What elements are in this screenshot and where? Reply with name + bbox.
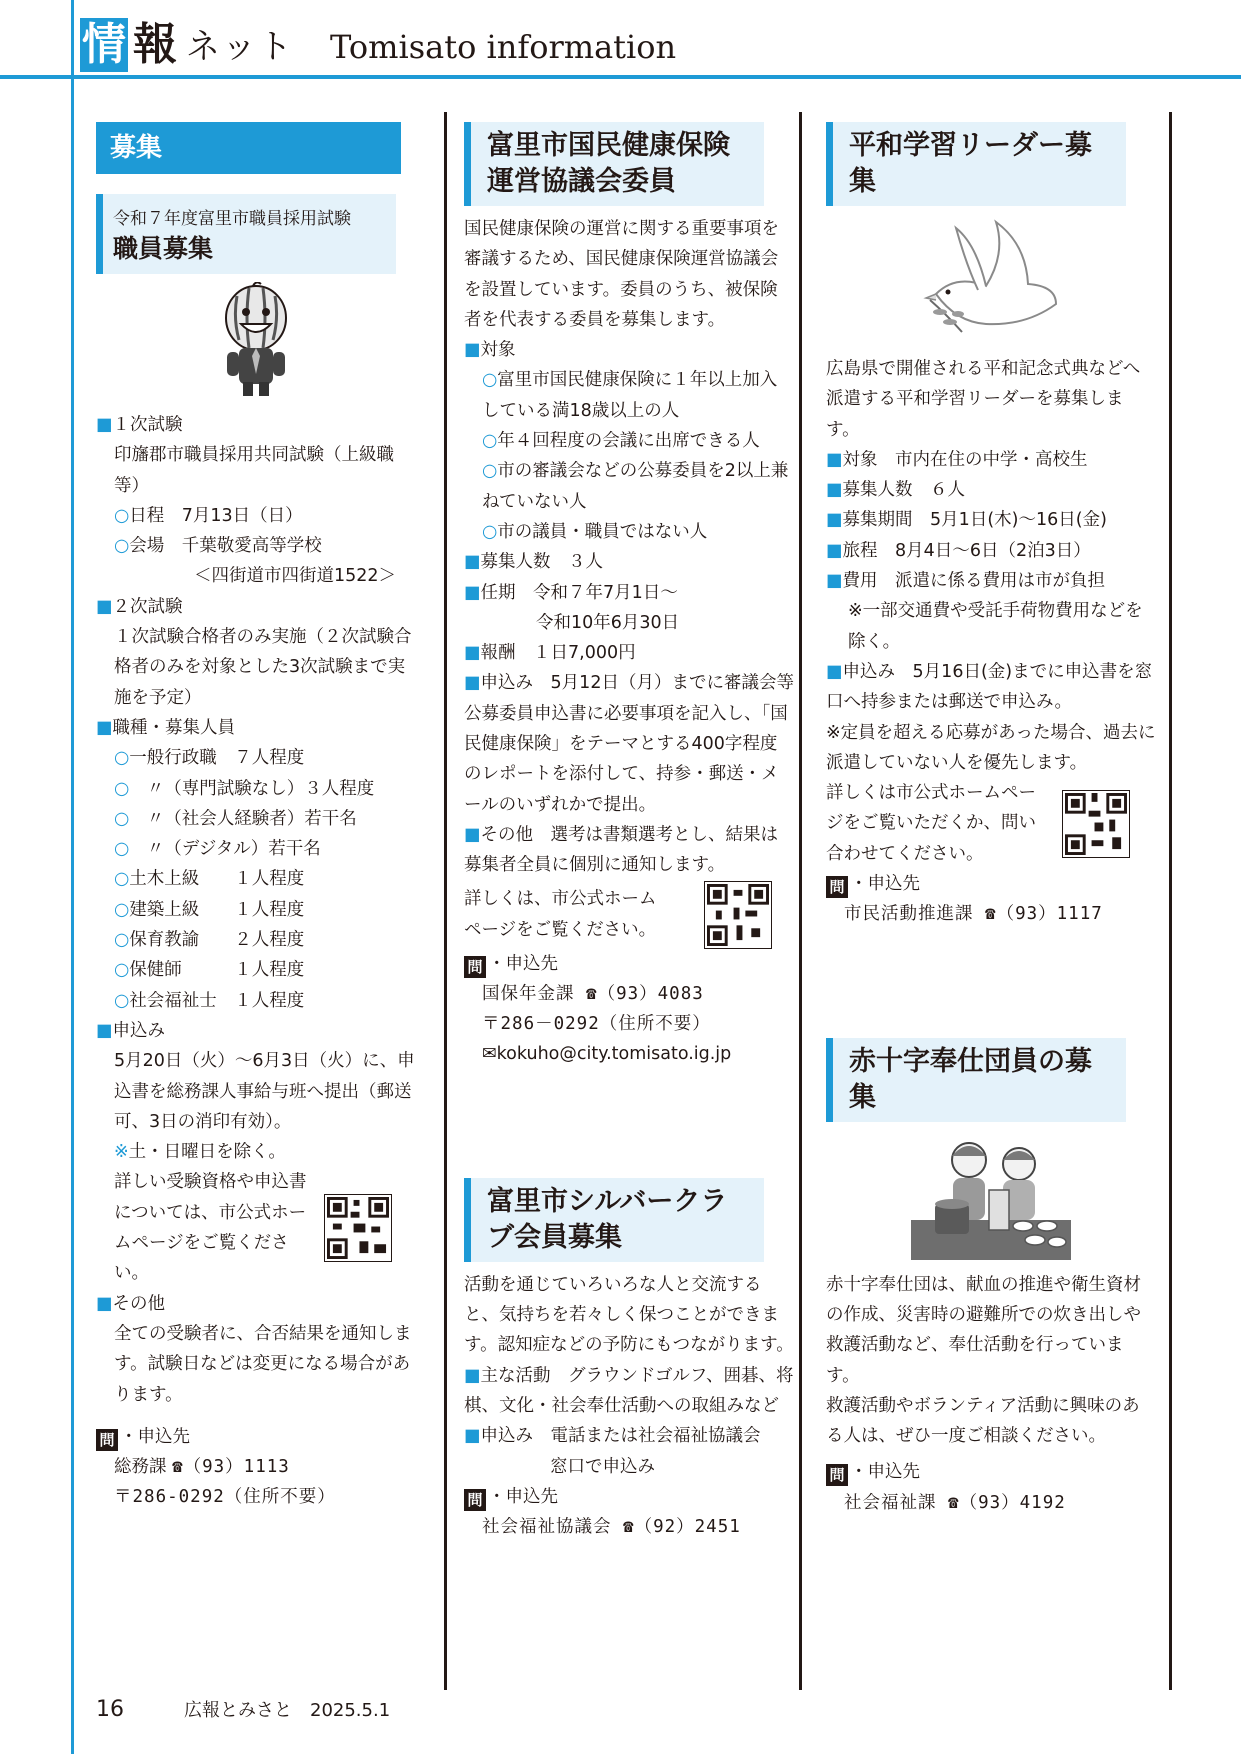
contact-address: 〒286-0292（住所不要） (114, 1487, 336, 1508)
red-cross-intro: 赤十字奉仕団は、献血の推進や衛生資材の作成、災害時の避難所での炊き出しや救護活動など、奉仕活動を行っています。 (826, 1274, 1141, 1386)
dove-with-olive-branch-illustration (826, 214, 1156, 344)
red-cross-intro-2: 救護活動やボランティア活動に興味のある人は、ぜひ一度ご相談ください。 (826, 1395, 1140, 1447)
section-tag-recruitment: 募集 (96, 122, 401, 174)
nhi-target-item: ○市の議員・職員ではない人 (482, 521, 708, 542)
nhi-term: ■任期 令和７年7月1日～ (464, 582, 678, 603)
publication-name: 広報とみさと 2025.5.1 (184, 1700, 391, 1721)
column-divider-3 (1169, 112, 1172, 1690)
position-item: ○社会福祉士 １人程度 (114, 990, 305, 1011)
nhi-target-item: ○年４回程度の会議に出席できる人 (482, 431, 760, 452)
peace-priority: ※定員を超える応募があった場合、過去に派遣していない人を優先します。 (826, 722, 1156, 773)
apply-detail: 5月20日（火）～6月3日（火）に、申込書を総務課人事給与班へ提出（郵送可、3日の消印有効）。 (114, 1051, 415, 1132)
header-net: ネット (186, 27, 294, 67)
apply-note: ※土・日曜日を除く。 (114, 1142, 286, 1163)
position-item: ○ 〃（専門試験なし）３人程度 (114, 778, 375, 799)
contact-heading: 問 ・申込先 (96, 1422, 416, 1452)
peace-contact-heading: 問 ・申込先 (826, 869, 1156, 899)
peace-target: ■対象 市内在住の中学・高校生 (826, 449, 1088, 470)
red-cross-contact-phone: 社会福祉課 ☎（93）4192 (844, 1492, 1066, 1513)
silver-club-title: 富里市シルバークラブ会員募集 (464, 1178, 764, 1262)
details-text: 詳しい受験資格や申込書については、市公式ホームページをご覧ください。 (114, 1172, 307, 1284)
exam-1-address: ＜四街道市四街道1522＞ (194, 566, 397, 587)
qr-code-icon[interactable] (324, 1194, 392, 1262)
nhi-contact-address: 〒286－0292（住所不要） (482, 1014, 711, 1035)
exam-1-heading: ■１次試験 (96, 415, 183, 435)
page-header (80, 8, 676, 72)
position-item: ○保健師 １人程度 (114, 960, 305, 981)
column-divider-1 (444, 112, 447, 1690)
peace-count: ■募集人数 ６人 (826, 480, 966, 501)
position-item: ○保育教諭 ２人程度 (114, 930, 305, 951)
nhi-target-heading: ■対象 (464, 340, 516, 361)
staff-exam-subtitle: 令和７年度富里市職員採用試験 (113, 209, 351, 229)
peace-details-text: 詳しくは市公式ホームページをご覧いただくか、問い合わせてください。 (826, 783, 1036, 864)
column-peace-red-cross (826, 122, 1156, 1518)
silver-activities: ■主な活動 グラウンドゴルフ、囲碁、将棋、文化・社会奉仕活動への取組みなど (464, 1365, 794, 1416)
volunteers-cooking-illustration (826, 1130, 1156, 1260)
red-cross-title: 赤十字奉仕団員の募集 (826, 1038, 1126, 1122)
left-accent-line (71, 0, 74, 1754)
nhi-other: ■その他 選考は書類選考とし、結果は募集者全員に個別に通知します。 (464, 824, 779, 876)
header-english: Tomisato information (330, 28, 677, 66)
header-kanji-jo: 情 (82, 19, 126, 70)
exam-1-detail: 印旛郡市職員採用共同試験（上級職等） (114, 445, 394, 496)
nhi-contact-heading: 問 ・申込先 (464, 949, 794, 979)
nhi-intro: 国民健康保険の運営に関する重要事項を審議するため、国民健康保険運営協議会を設置しています。委員のうち、被保険者を代表する委員を募集します。 (464, 219, 779, 330)
position-item: ○ 〃（デジタル）若干名 (114, 839, 321, 860)
silver-apply-cont: 窓口で申込み (550, 1456, 655, 1477)
contact-dept: 総務課 ☎（93）1113 (114, 1457, 290, 1478)
other-heading: ■その他 (96, 1293, 166, 1314)
header-kanji-ho: 報 (133, 19, 177, 70)
peace-contact-phone: 市民活動推進課 ☎（93）1117 (844, 904, 1103, 925)
peace-cost: ■費用 派遣に係る費用は市が負担 (826, 571, 1106, 592)
nhi-apply: ■申込み 5月12日（月）までに審議会等公募委員申込書に必要事項を記入し、「国民健康保険」をテーマとする400字程度のレポートを添付して、持参・郵送・メールのいずれかで提出。 (464, 673, 794, 815)
exam-2-heading: ■２次試験 (96, 596, 183, 617)
qr-code-icon[interactable] (1062, 790, 1130, 858)
silver-contact-heading: 問 ・申込先 (464, 1482, 794, 1512)
peace-apply: ■申込み 5月16日(金)までに申込書を窓口へ持参または郵送で申込み。 (826, 661, 1153, 713)
silver-apply: ■申込み 電話または社会福祉協議会 (464, 1426, 761, 1447)
nhi-council-title: 富里市国民健康保険運営協議会委員 (464, 122, 764, 206)
peace-cost-note: ※一部交通費や受託手荷物費用などを除く。 (848, 601, 1143, 652)
positions-heading: ■職種・募集人員 (96, 717, 236, 738)
column-health-insurance (464, 122, 794, 1542)
silver-intro: 活動を通じていろいろな人と交流すると、気持ちを若々しく保つことができます。認知症などの予防にもつながります。 (464, 1274, 794, 1356)
watermelon-mascot-illustration (96, 282, 416, 400)
details-with-qr (96, 1167, 416, 1288)
exam-1-venue: ○会場 千葉敬愛高等学校 (114, 536, 322, 557)
position-item: ○土木上級 １人程度 (114, 869, 305, 890)
header-rule (0, 75, 1241, 79)
nhi-details-with-qr (464, 881, 794, 949)
nhi-details-text: 詳しくは、市公式ホームページをご覧ください。 (464, 889, 657, 940)
position-item: ○建築上級 １人程度 (114, 899, 305, 920)
position-item: ○ 〃（社会人経験者）若干名 (114, 808, 357, 829)
peace-details-with-qr (826, 778, 1156, 869)
nhi-count: ■募集人数 ３人 (464, 552, 604, 573)
peace-intro: 広島県で開催される平和記念式典などへ派遣する平和学習リーダーを募集します。 (826, 359, 1141, 440)
nhi-term-end: 令和10年6月30日 (536, 612, 680, 633)
column-divider-2 (799, 112, 802, 1690)
page-footer (96, 1696, 390, 1722)
silver-contact-phone: 社会福祉協議会 ☎（92）2451 (482, 1517, 741, 1538)
red-cross-contact-heading: 問 ・申込先 (826, 1457, 1156, 1487)
peace-period: ■募集期間 5月1日(木)～16日(金) (826, 510, 1107, 531)
nhi-target-item: ○富里市国民健康保険に１年以上加入している満18歳以上の人 (482, 370, 778, 421)
page-number: 16 (96, 1697, 124, 1722)
exam-1-date: ○日程 7月13日（日） (114, 505, 303, 526)
apply-heading: ■申込み (96, 1020, 166, 1041)
staff-recruitment-title: 職員募集 (113, 234, 214, 263)
position-item: ○一般行政職 ７人程度 (114, 748, 305, 769)
nhi-target-item: ○市の審議会などの公募委員を2以上兼ねていない人 (482, 461, 789, 512)
column-recruitment (96, 122, 416, 1513)
staff-recruitment-heading (96, 194, 396, 274)
qr-code-icon[interactable] (704, 881, 772, 949)
peace-trip: ■旅程 8月4日～6日（2泊3日） (826, 540, 1091, 561)
exam-2-detail: １次試験合格者のみ実施（２次試験合格者のみを対象とした3次試験まで実施を予定） (114, 627, 412, 708)
nhi-pay: ■報酬 １日7,000円 (464, 643, 636, 664)
nhi-contact-email[interactable]: ✉kokuho@city.tomisato.ig.jp (482, 1044, 732, 1065)
other-detail: 全ての受験者に、合否結果を通知します。試験日などは変更になる場合があります。 (114, 1323, 412, 1405)
nhi-contact-phone: 国保年金課 ☎（93）4083 (482, 983, 704, 1004)
peace-leader-title: 平和学習リーダー募集 (826, 122, 1126, 206)
